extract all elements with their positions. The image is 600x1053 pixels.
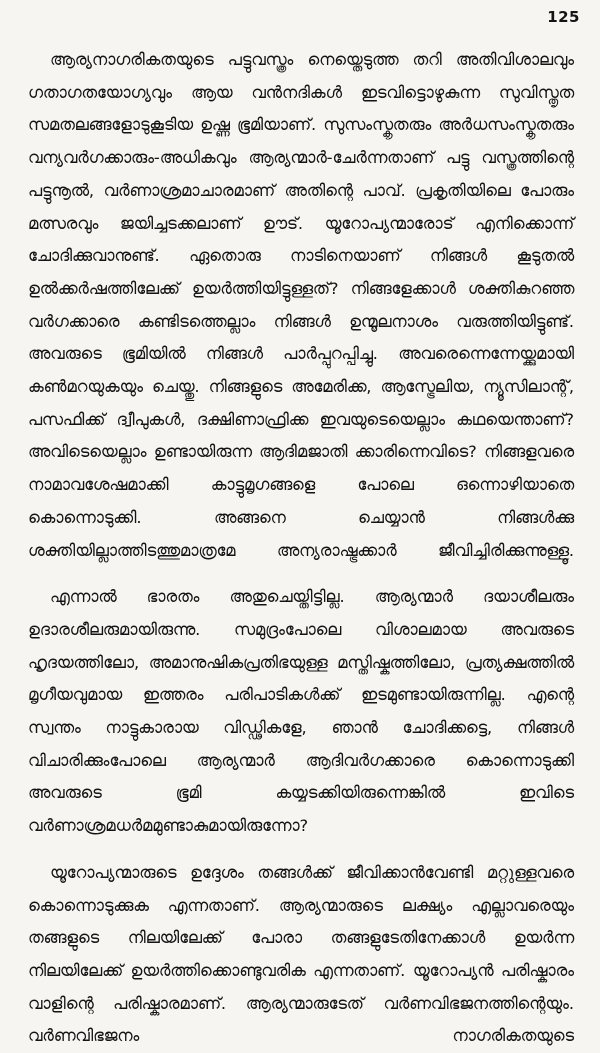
paragraph-3: യൂറോപ്യന്മാരുടെ ഉദ്ദേശം തങ്ങൾക്ക് ജീവിക്കാൻവേണ്ടി മറ്റുള്ളവരെ കൊന്നൊടുക്കുക എന്നതാണ്. ആര്യന്മാരുടെ ലക്ഷ്യം എല്ലാവരെയും തങ്ങളുടെ നിലയിലേക്ക് പോരാ തങ്ങളുടേതിനേക്കാൾ ഉയർന്ന നിലയിലേക്ക് ഉയർത്തിക്കൊണ്ടുവരിക എന്നതാണ്. യൂറോപ്യൻ പരിഷ്കാരം വാളിന്റെ പരിഷ്കാരമാണ്. ആര്യന്മാരുടേത് വർണവിഭജനത്തിന്റെയും. വർണവിഭജനം നാഗരികതയുടെ bbox=[28, 862, 574, 1046]
page-number: 125 bbox=[547, 8, 580, 26]
paragraph-1: ആര്യനാഗരികതയുടെ പട്ടുവസ്ത്രം നെയ്തെടുത്ത തറി അതിവിശാലവും ഗതാഗതയോഗ്യവും ആയ വൻനദികൾ ഇടവിട്ടൊഴുകുന്ന സുവിസ്തൃത സമതലങ്ങളോടുകൂടിയ ഉഷ്ണ ഭൂമിയാണ്. സുസംസ്കൃതരും അർധസംസ്കൃതരും വന്യവർഗക്കാരും-അധികവും ആര്യന്മാർ-ചേർന്നതാണ് പട്ടു വസ്ത്രത്തിന്റെ പട്ടുനൂൽ, വർണാശ്രമാചാരമാണ് അതിന്റെ പാവ്. പ്രകൃതിയിലെ പോരും മത്സരവും ജയിച്ചടക്കലാണ് ഊട്. യൂറോപ്യന്മാരോട് എനിക്കൊന്ന് ചോദിക്കുവാനുണ്ട്. ഏതൊരു നാടിനെയാണ് നിങ്ങൾ കൂടുതൽ ഉൽക്കർഷത്തിലേക്ക് ഉയർത്തിയിട്ടുള്ളത്? നിങ്ങളേക്കാൾ ശക്തികുറഞ്ഞ വർഗക്കാരെ കണ്ടിടത്തെല്ലാം നിങ്ങൾ ഉന്മൂലനാശം വരുത്തിയിട്ടുണ്ട്. അവരുടെ ഭൂമിയിൽ നിങ്ങൾ പാർപ്പുറപ്പിച്ചു. അവരെന്നെന്നേയ്ക്കുമായി കൺമറയുകയും ചെയ്തു. നിങ്ങളുടെ അമേരിക്ക, ആസ്ട്രേലിയ, ന്യൂസിലാന്റ്, പസഫിക്ക് ദ്വീപുകൾ, ദക്ഷിണാഫ്രിക്ക ഇവയുടെയെല്ലാം കഥയെന്താണ്? അവിടെയെല്ലാം ഉണ്ടായിരുന്ന ആദിമജാതി ക്കാരിന്നെവിടെ? നിങ്ങളവരെ നാമാവശേഷമാക്കി കാട്ടുമൃഗങ്ങളെ പോലെ ഒന്നൊഴിയാതെ കൊന്നൊടുക്കി. അങ്ങനെ ചെയ്യാൻ നിങ്ങൾക്കു ശക്തിയില്ലാത്തിടത്തുമാത്രമേ അന്യരാഷ്ട്രക്കാർ ജീവിച്ചിരിക്കുന്നുള്ളൂ. bbox=[28, 50, 574, 560]
paragraph-2: എന്നാൽ ഭാരതം അതുചെയ്തിട്ടില്ല. ആര്യന്മാർ ദയാശീലരും ഉദാരശീലരുമായിരുന്നു. സമുദ്രംപോലെ വിശാലമായ അവരുടെ ഹൃദയത്തിലോ, അമാനുഷികപ്രതിഭയുള്ള മസ്തിഷ്കത്തിലോ, പ്രത്യക്ഷത്തിൽ മൃഗീയവുമായ ഇത്തരം പരിപാടികൾക്ക് ഇടമുണ്ടായിരുന്നില്ല. എന്റെ സ്വന്തം നാട്ടുകാരായ വിഡ്ഢികളേ, ഞാൻ ചോദിക്കട്ടെ, നിങ്ങൾ വിചാരിക്കുംപോലെ ആര്യന്മാർ ആദിവർഗക്കാരെ കൊന്നൊടുക്കി അവരുടെ ഭൂമി കയ്യടക്കിയിരുന്നെങ്കിൽ ഇവിടെ വർണാശ്രമധർമമുണ്ടാകുമായിരുന്നോ? bbox=[28, 587, 574, 836]
body-text bbox=[28, 44, 574, 1053]
